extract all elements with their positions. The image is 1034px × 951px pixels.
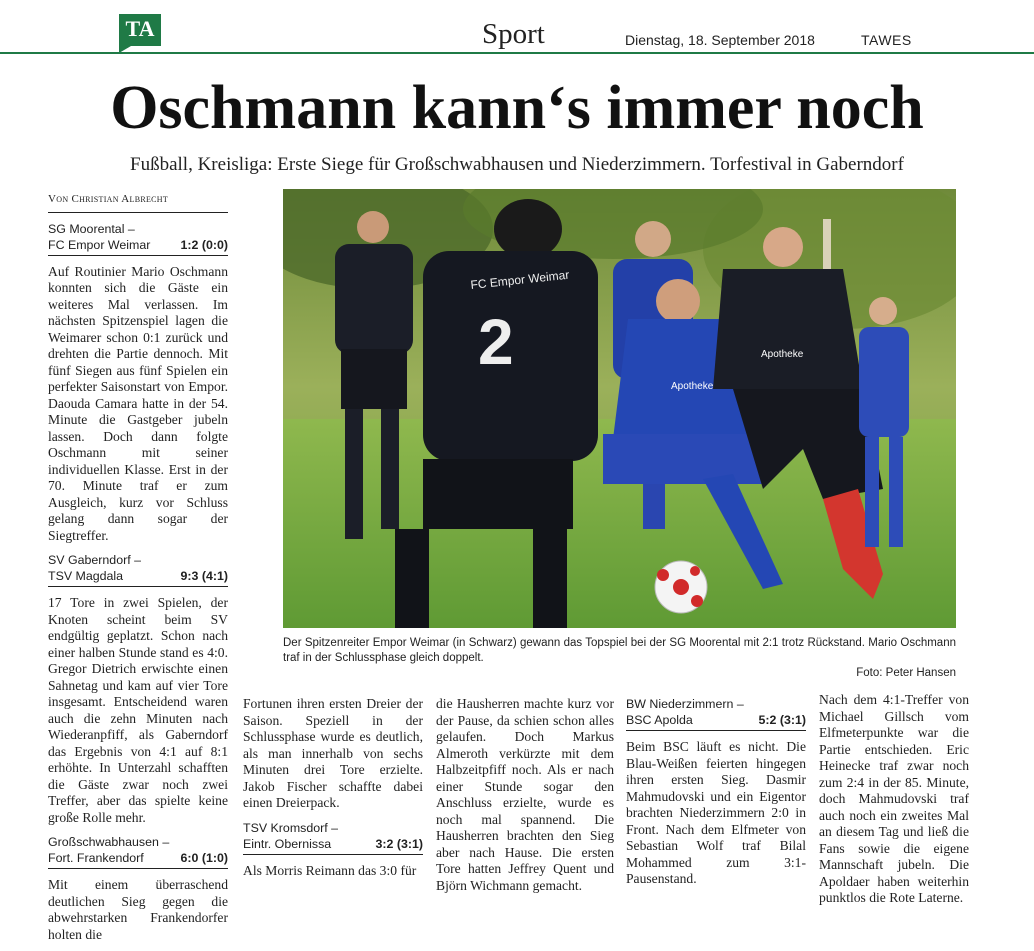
- match-photo: [283, 189, 956, 628]
- match-away-team: TSV Magdala: [48, 569, 124, 583]
- match-report: Nach dem 4:1-Treffer von Michael Gillsch vom Elfmeterpunkte war die Partie entschieden. Eric Heinecke traf zwar noch zum 2:4 in der 85. Minute, doch Mahmudovski traf auch noch ein zweites Mal an diesem Tag und ließ die Fans sowie die eigene Mannschaft jubeln. Die Apoldaer haben weiterhin punktlos die Rote Laterne.: [819, 692, 969, 905]
- text-column-1: [48, 191, 228, 951]
- match-report: Beim BSC läuft es nicht. Die Blau-Weißen feierten hingegen ihren ersten Sieg. Dasmir Mahmudovski und ein Eigentor brachten Niederzimmern 2:0 in Front. Nach dem Elfmeter von Sebastian Wolf traf Bilal Mohammed zum 3:1-Pausenstand.: [626, 739, 806, 886]
- byline: Von Christian Albrecht: [48, 191, 228, 213]
- match-header: [48, 221, 228, 256]
- issue-date: Dienstag, 18. September 2018: [625, 32, 815, 48]
- match-header: [626, 696, 806, 731]
- headline: Oschmann kann‘s immer noch: [110, 74, 924, 142]
- newspaper-logo: TA: [119, 14, 161, 46]
- match-score: 5:2 (3:1): [758, 713, 806, 727]
- jersey-number: 2: [478, 306, 514, 378]
- jersey-sponsor: Apotheke: [761, 349, 804, 360]
- match-header: [48, 834, 228, 869]
- match-report: 17 Tore in zwei Spielen, der Knoten scheint beim SV endgültig geplatzt. Schon nach einer halben Stunde stand es 4:0. Gregor Dietrich erwischte einen Sahnetag und kam auf vier Tore insgesamt. Entscheidend waren auch die zehn Minuten nach Wiederanpfiff, als Gaberndorf das Ergebnis von 4:1 auf 8:1 erhöhte. In Unterzahl schafften die Gäste zwar noch zwei Treffer, aber das spielte keine große Rolle mehr.: [48, 595, 228, 825]
- match-score: 6:0 (1:0): [180, 851, 228, 865]
- subheadline: Fußball, Kreisliga: Erste Siege für Großschwabhausen und Niederzimmern. Torfestival in Gaberndorf: [130, 154, 904, 175]
- football: [655, 561, 707, 613]
- match-report: die Hausherren machte kurz vor der Pause, da schien schon alles gelaufen. Doch Markus Almeroth verkürzte mit dem Halbzeitpfiff noch. Als er nach einer Stunde sogar den Anschluss erzielte, wurde es noch mal spannend. Die Hausherren brachten den Sieg aber nach Hause. Die ersten Tore hatten Jeffrey Quent und Björn Wichmann gemacht.: [436, 696, 614, 893]
- match-score: 1:2 (0:0): [180, 237, 228, 252]
- match-report: Fortunen ihren ersten Dreier der Saison. Speziell in der Schlussphase wurde es deutlich, als man innerhalb von sechs Minuten drei Tore erzielte. Jakob Fischer schaffte dabei einen Dreierpack.: [243, 696, 423, 810]
- text-column-4: [626, 692, 806, 896]
- edition-label: TAWES: [861, 32, 912, 48]
- match-away-team: Eintr. Obernissa: [243, 836, 332, 851]
- jersey-sponsor: Apotheke: [671, 381, 714, 392]
- text-column-5: [819, 692, 969, 915]
- text-column-3: [436, 696, 614, 902]
- match-score: 9:3 (4:1): [180, 569, 228, 583]
- match-report: Mit einem überraschend deutlichen Sieg gegen die abwehrstarken Frankendorfer holten die: [48, 877, 228, 942]
- masthead-rule: [0, 52, 1034, 54]
- match-home-team: BW Niederzimmern –: [626, 697, 744, 711]
- match-away-team: Fort. Frankendorf: [48, 851, 144, 865]
- match-header: [243, 820, 423, 855]
- match-away-team: FC Empor Weimar: [48, 237, 151, 252]
- match-home-team: Großschwabhausen –: [48, 835, 170, 849]
- text-column-2: [243, 696, 423, 887]
- match-home-team: SV Gaberndorf –: [48, 553, 141, 567]
- caption-text: Der Spitzenreiter Empor Weimar (in Schwarz) gewann das Topspiel bei der SG Moorental mit 2:1 trotz Rückstand. Mario Oschmann traf in der Schlussphase gleich doppelt.: [283, 637, 956, 664]
- photo-credit: Foto: Peter Hansen: [856, 667, 956, 679]
- match-home-team: SG Moorental –: [48, 221, 135, 236]
- section-title: Sport: [482, 18, 545, 50]
- match-report: Als Morris Reimann das 3:0 für: [243, 862, 417, 878]
- photo-caption: [283, 636, 956, 681]
- match-report: Auf Routinier Mario Oschmann konnten sich die Gäste ein weiteres Mal verlassen. Im nächsten Spitzenspiel lagen die Weimarer schon 0:1 zurück und drehten die Partie dennoch. Mit fünf Siegen aus fünf Spielen ein perfekter Saisonstart von Empor. Daouda Camara hatte in der 54. Minute die Gastgeber jubeln lassen. Doch dann folgte Oschmann mit seiner individuellen Klasse. Erst in der 70. Minute traf er zum Ausgleich, kurz vor Schluss gelang dann sogar der Siegtreffer.: [48, 263, 228, 543]
- match-home-team: TSV Kromsdorf –: [243, 820, 339, 835]
- match-score: 3:2 (3:1): [375, 836, 423, 851]
- match-header: [48, 552, 228, 587]
- jersey-text: FC Empor Weimar: [469, 267, 570, 292]
- match-away-team: BSC Apolda: [626, 713, 693, 727]
